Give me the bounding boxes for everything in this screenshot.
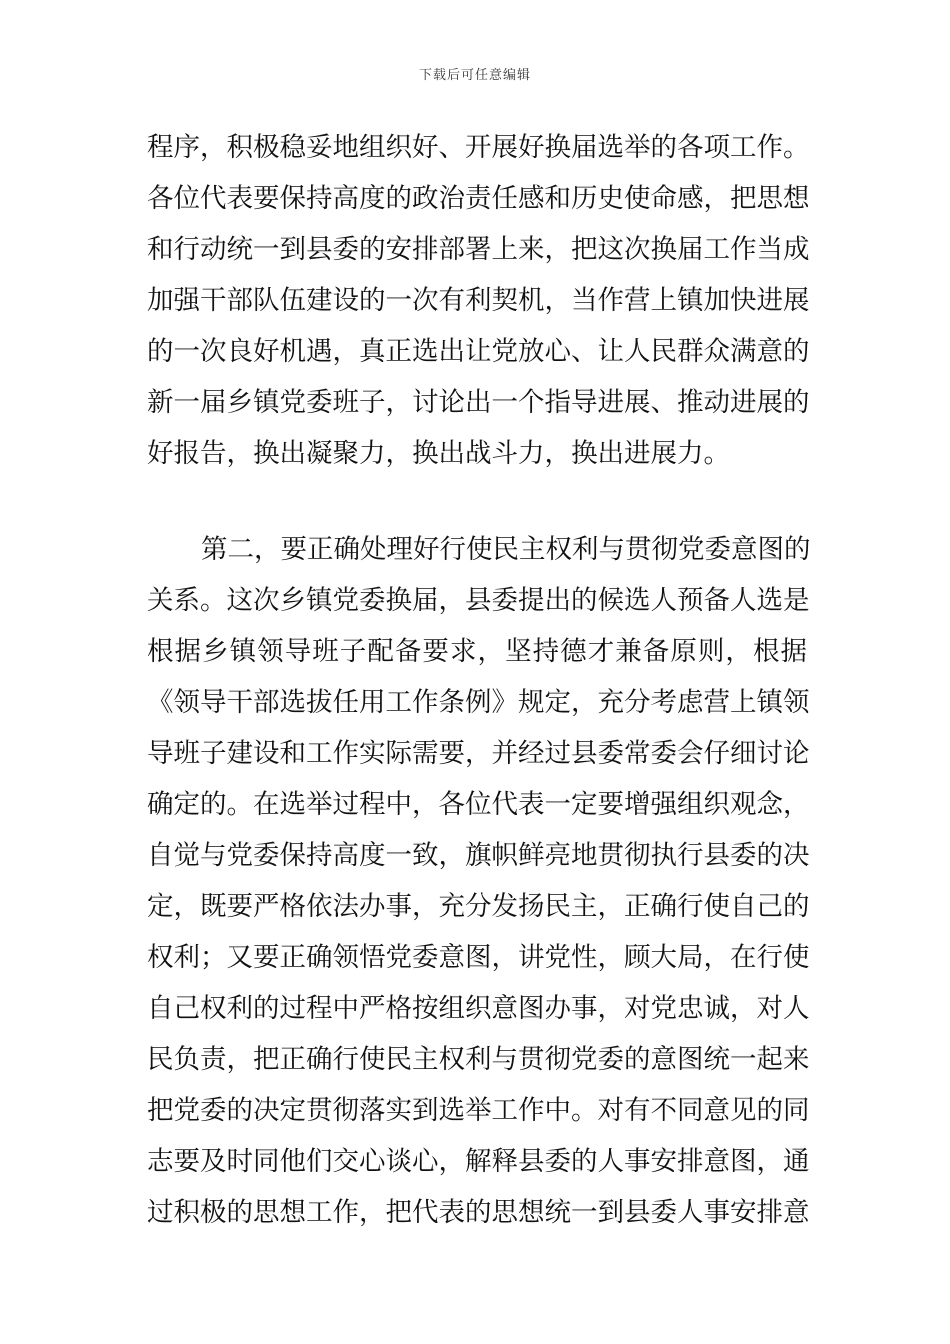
- text-line: 加强干部队伍建设的一次有利契机，当作营上镇加快进展: [147, 285, 810, 316]
- text-line: 自己权利的过程中严格按组织意图办事，对党忠诚，对人: [147, 993, 810, 1024]
- text-line: 把党委的决定贯彻落实到选举工作中。对有不同意见的同: [147, 1095, 810, 1126]
- text-line: 各位代表要保持高度的政治责任感和历史使命感，把思想: [147, 183, 810, 214]
- text-line: 定，既要严格依法办事，充分发扬民主，正确行使自己的: [147, 891, 810, 922]
- text-line: 权利；又要正确领悟党委意图，讲党性，顾大局，在行使: [147, 942, 810, 973]
- text-line: 确定的。在选举过程中，各位代表一定要增强组织观念，: [147, 789, 810, 820]
- text-line: 关系。这次乡镇党委换届，县委提出的候选人预备人选是: [147, 585, 810, 616]
- text-line: 好报告，换出凝聚力，换出战斗力，换出进展力。: [147, 438, 730, 469]
- paragraph-1: [147, 122, 810, 479]
- text-line: 程序，积极稳妥地组织好、开展好换届选举的各项工作。: [147, 132, 810, 163]
- header-note: 下载后可任意编辑: [418, 68, 531, 83]
- text-line: 自觉与党委保持高度一致，旗帜鲜亮地贯彻执行县委的决: [147, 840, 810, 871]
- text-line: 《领导干部选拔任用工作条例》规定，充分考虑营上镇领: [147, 687, 810, 718]
- text-line: 导班子建设和工作实际需要，并经过县委常委会仔细讨论: [147, 738, 810, 769]
- text-line: 根据乡镇领导班子配备要求，坚持德才兼备原则，根据: [147, 636, 807, 667]
- text-line: 第二，要正确处理好行使民主权利与贯彻党委意图的: [201, 534, 811, 565]
- text-line: 和行动统一到县委的安排部署上来，把这次换届工作当成: [147, 234, 810, 265]
- text-line: 新一届乡镇党委班子，讨论出一个指导进展、推动进展的: [147, 387, 810, 418]
- text-line: 过积极的思想工作，把代表的思想统一到县委人事安排意: [147, 1197, 810, 1228]
- paragraph-2: [147, 524, 811, 1238]
- text-line: 志要及时同他们交心谈心，解释县委的人事安排意图，通: [147, 1146, 810, 1177]
- text-line: 的一次良好机遇，真正选出让党放心、让人民群众满意的: [147, 336, 810, 367]
- text-line: 民负责，把正确行使民主权利与贯彻党委的意图统一起来: [147, 1044, 810, 1075]
